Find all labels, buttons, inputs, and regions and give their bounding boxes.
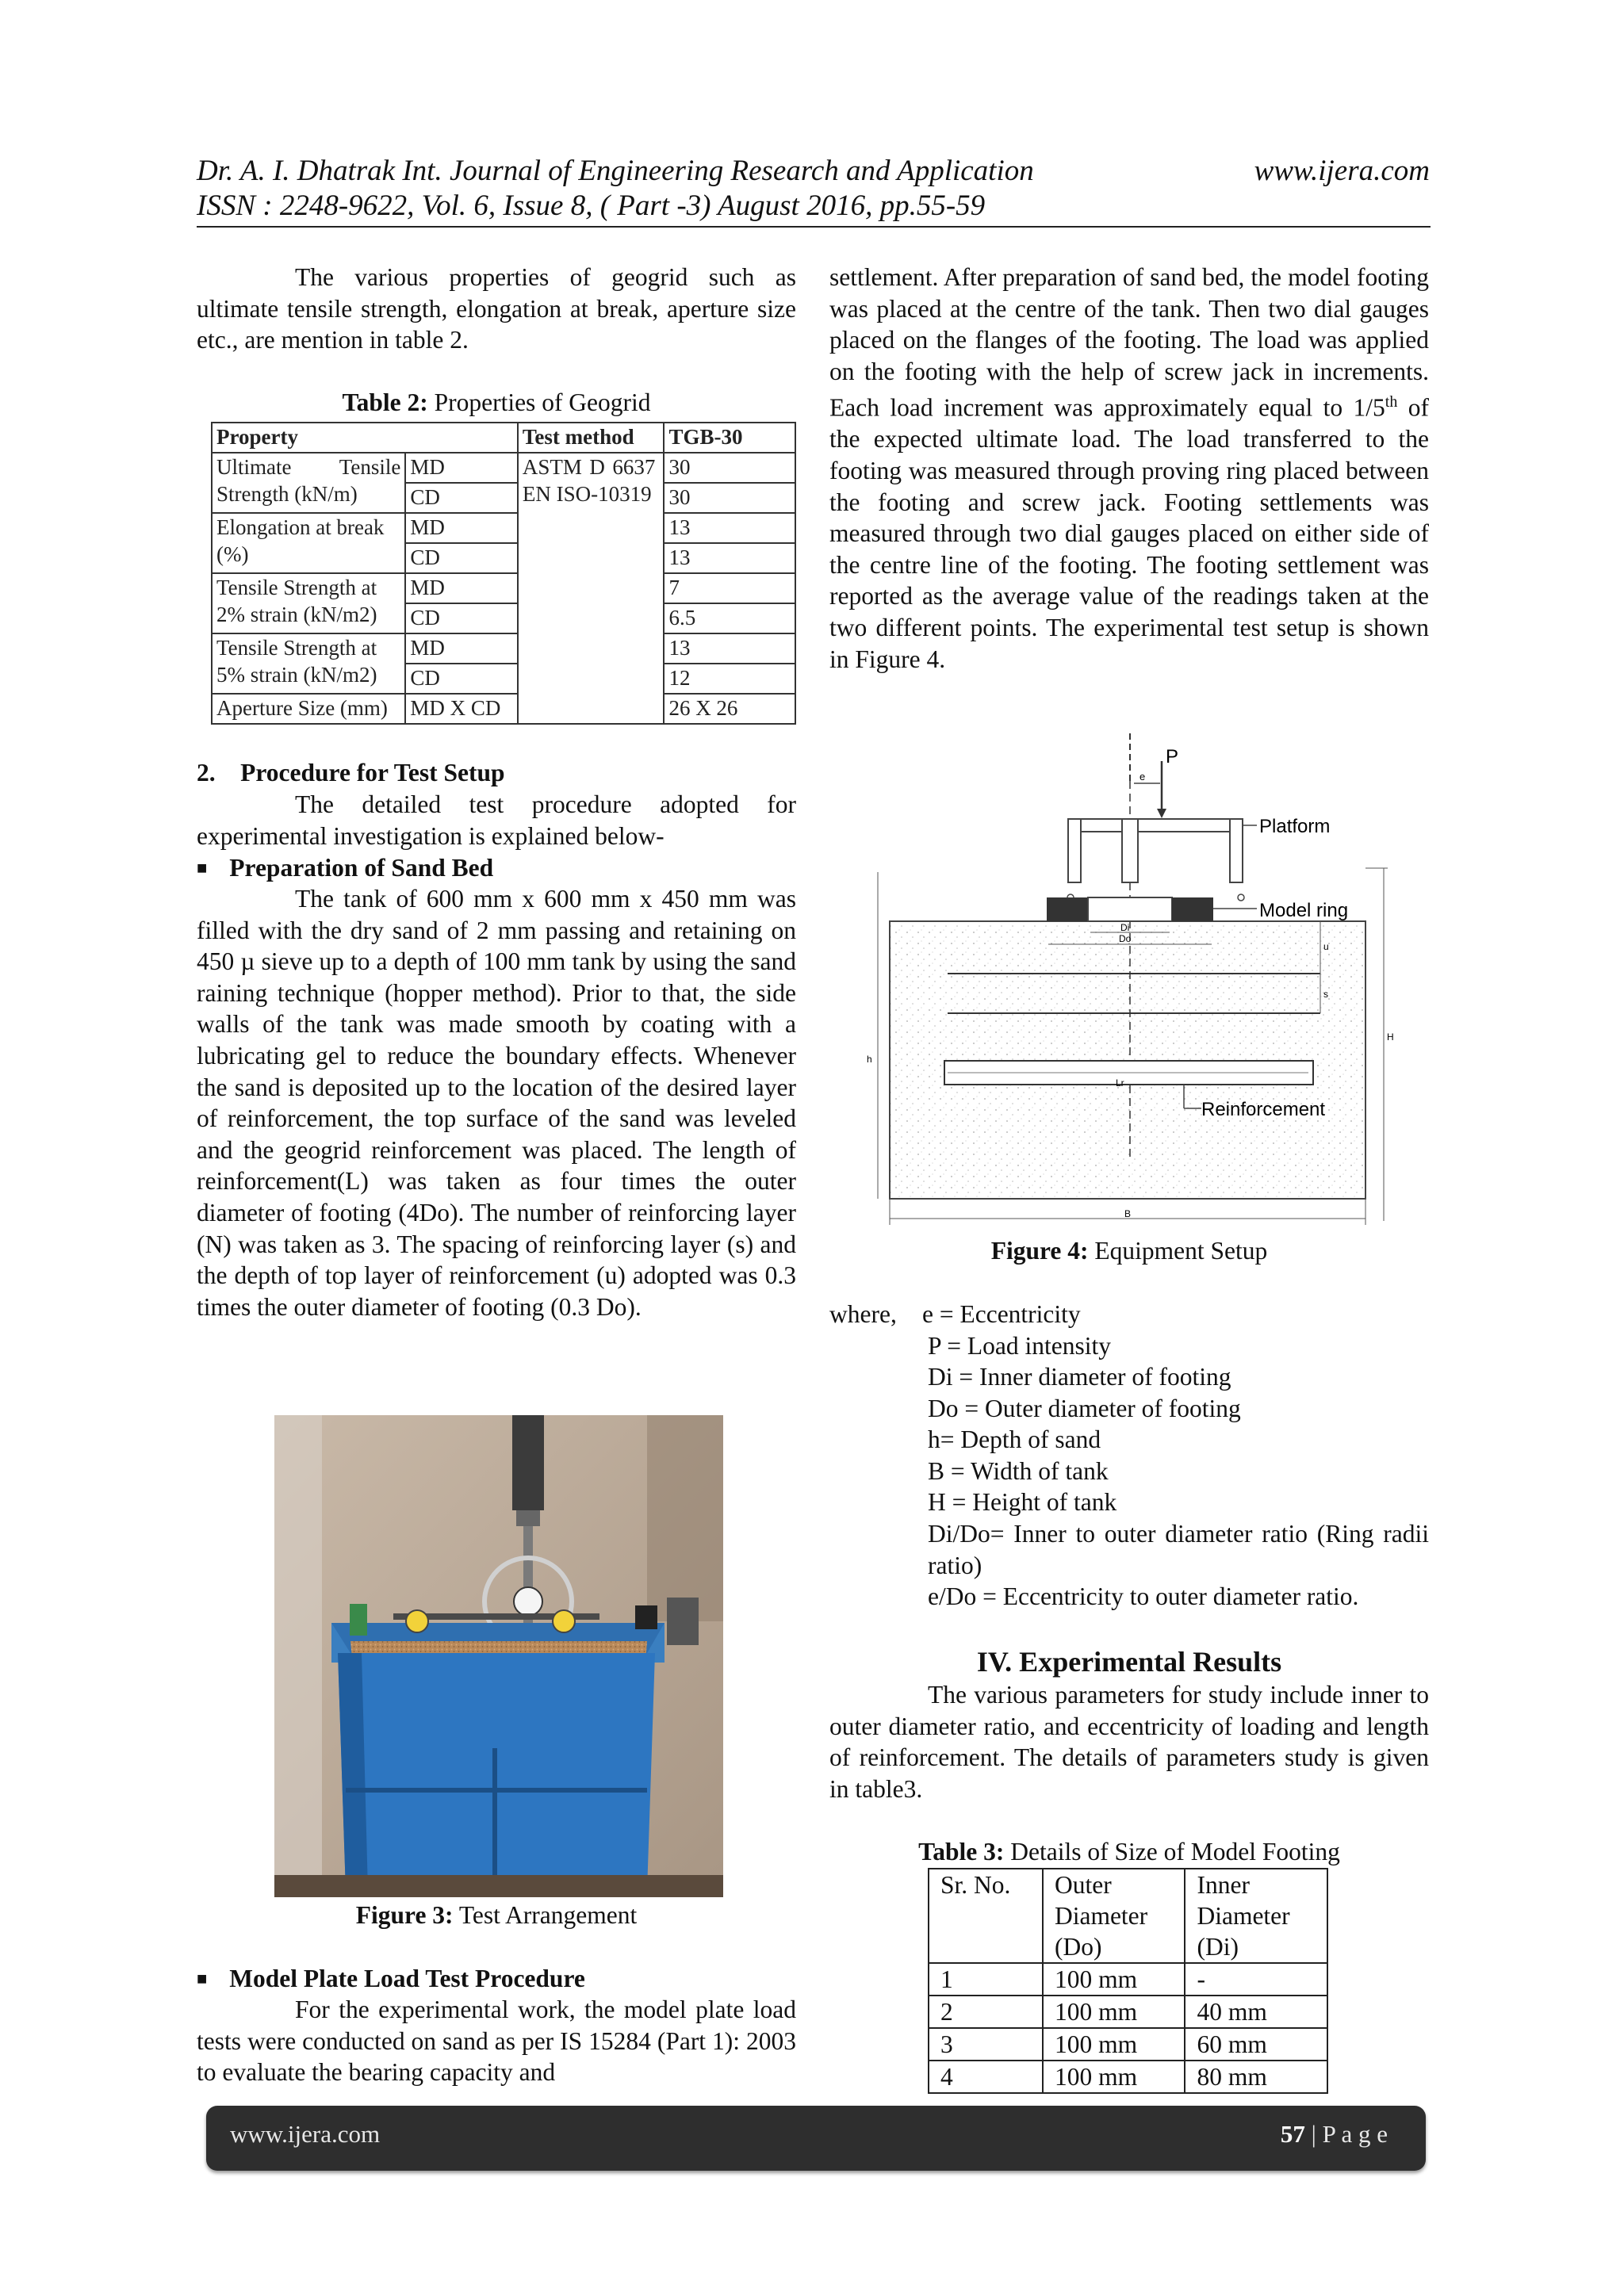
def-b: B = Width of tank bbox=[928, 1457, 1109, 1485]
diagram-label-h: h bbox=[867, 1054, 872, 1065]
test-arrangement-photo bbox=[274, 1415, 723, 1897]
table2-header-property: Property bbox=[212, 423, 518, 453]
table-row: Tensile Strength at 5% strain (kN/m2) MD 13 bbox=[212, 633, 795, 664]
def-di: Di = Inner diameter of footing bbox=[928, 1363, 1231, 1391]
test-arrangement-photo-svg bbox=[274, 1415, 723, 1897]
table3-header-row: Sr. No. Outer Diameter (Do) Inner Diameter (Di) bbox=[929, 1869, 1327, 1963]
table-row: Tensile Strength at 2% strain (kN/m2) MD 7 bbox=[212, 573, 795, 603]
plate-load-paragraph: For the experimental work, the model plate load tests were conducted on sand as per IS 15284 (Part 1): 2003 to evaluate the bearing capacity and bbox=[197, 1996, 796, 2087]
table2 bbox=[211, 422, 796, 725]
where-label: where, bbox=[829, 1300, 897, 1328]
def-ratio: Di/Do= Inner to outer diameter ratio (Ring radii ratio) bbox=[928, 1520, 1429, 1579]
diagram-label-e: e bbox=[1139, 771, 1146, 783]
figure3-caption: Figure 3: Test Arrangement bbox=[355, 1901, 638, 1929]
bullet-sand-bed: ■ Preparation of Sand Bed bbox=[197, 854, 494, 882]
diagram-label-lr: Lr bbox=[1116, 1077, 1124, 1089]
table2-caption: Table 2: Properties of Geogrid bbox=[342, 388, 651, 416]
table-row: 2 100 mm 40 mm bbox=[929, 1996, 1327, 2028]
equipment-setup-svg bbox=[860, 729, 1415, 1229]
table2-header-method: Test method bbox=[518, 423, 665, 453]
diagram-label-model-ring: Model ring bbox=[1259, 900, 1349, 921]
table-row: 4 100 mm 80 mm bbox=[929, 2061, 1327, 2093]
section2-heading: 2. Procedure for Test Setup bbox=[197, 759, 505, 786]
section4-paragraph: The various parameters for study include inner to outer diameter ratio, and eccentricity of loading and length of reinforcement. The details of parameters study is given in table3. bbox=[829, 1681, 1429, 1803]
def-ecc-ratio: e/Do = Eccentricity to outer diameter ratio. bbox=[928, 1582, 1359, 1610]
def-do: Do = Outer diameter of footing bbox=[928, 1395, 1241, 1422]
diagram-label-u: u bbox=[1323, 941, 1329, 952]
def-eccentricity: e = Eccentricity bbox=[922, 1300, 1081, 1328]
table2-header-row bbox=[212, 423, 795, 453]
intro-paragraph: The various properties of geogrid such as ultimate tensile strength, elongation at break, aperture size etc., are mention in table 2. bbox=[197, 263, 796, 354]
diagram-label-H: H bbox=[1387, 1031, 1394, 1043]
table2-test-method: ASTM D 6637 EN ISO-10319 bbox=[518, 453, 665, 724]
diagram-label-do: Do bbox=[1119, 933, 1132, 944]
bullet-square-icon: ■ bbox=[197, 1969, 208, 1988]
left-column bbox=[197, 262, 796, 356]
section4-heading: IV. Experimental Results bbox=[976, 1646, 1282, 1678]
table-row: CD 13 bbox=[212, 543, 795, 573]
figure4-caption: Figure 4: Equipment Setup bbox=[990, 1237, 1268, 1265]
diagram-label-reinforcement: Reinforcement bbox=[1201, 1099, 1326, 1120]
footer-page-number: 57 | P a g e bbox=[1280, 2120, 1388, 2148]
table-row: 1 100 mm - bbox=[929, 1963, 1327, 1996]
header-rule bbox=[197, 226, 1431, 228]
diagram-label-b: B bbox=[1124, 1208, 1132, 1219]
settlement-paragraph: settlement. After preparation of sand bed, the model footing was placed at the centre of the tank. Then two dial gauges placed on the flanges of the footing. The load was applied on the footing with the help of screw jack in increments. Each load increment was approximately equal to 1/5th of the expected ultimate load. The load transferred to the footing was measured through proving ring placed between the footing and screw jack. Footing settlements was measured through two dial gauges placed on either side of the centre line of the footing. The footing settlement was reported as the average value of the readings taken at the two different points. The experimental test setup is shown in Figure 4. bbox=[829, 263, 1429, 673]
table-row: CD 12 bbox=[212, 664, 795, 694]
bullet-model-plate: ■ Model Plate Load Test Procedure bbox=[197, 1965, 585, 1992]
sand-bed-paragraph: The tank of 600 mm x 600 mm x 450 mm was filled with the dry sand of 2 mm passing and retaining on 450 µ sieve up to a depth of 100 mm tank by using the sand raining technique (hopper method). Prior to that, the side walls of the tank was made smooth by coating with a lubricating gel to reduce the boundary effects. Whenever the sand is deposited up to the location of the desired layer of reinforcement, the top surface of the sand was leveled and the geogrid reinforcement was placed. The length of reinforcement(L) was taken as four times the outer diameter of footing (4Do). The number of reinforcing layer (N) was taken as 3. The spacing of reinforcing layer (s) and the depth of top layer of reinforcement (u) adopted was 0.3 times the outer diameter of footing (0.3 Do). bbox=[197, 885, 796, 1321]
bullet-square-icon: ■ bbox=[197, 858, 208, 878]
table-row: 3 100 mm 60 mm bbox=[929, 2028, 1327, 2061]
def-h: h= Depth of sand bbox=[928, 1425, 1101, 1453]
table-row: Ultimate Tensile Strength (kN/m) MD ASTM D 6637 EN ISO-10319 30 bbox=[212, 453, 795, 483]
table3-caption: Table 3: Details of Size of Model Footing bbox=[918, 1838, 1340, 1866]
def-load: P = Load intensity bbox=[928, 1332, 1111, 1360]
page-footer bbox=[206, 2106, 1426, 2171]
diagram-label-platform: Platform bbox=[1259, 816, 1331, 837]
table2-header-tgb: TGB-30 bbox=[664, 423, 795, 453]
table3 bbox=[928, 1868, 1328, 2094]
footer-url[interactable]: www.ijera.com bbox=[230, 2120, 381, 2148]
journal-issn: ISSN : 2248-9622, Vol. 6, Issue 8, ( Part -3) August 2016, pp.55-59 bbox=[197, 189, 986, 222]
section2-intro: The detailed test procedure adopted for experimental investigation is explained below- bbox=[197, 790, 796, 850]
table-row: Elongation at break (%) MD 13 bbox=[212, 513, 795, 543]
journal-url: www.ijera.com bbox=[1254, 155, 1430, 187]
table-row: Aperture Size (mm) MD X CD 26 X 26 bbox=[212, 694, 795, 724]
table-row: CD 30 bbox=[212, 483, 795, 513]
table-row: CD 6.5 bbox=[212, 603, 795, 633]
equipment-setup-diagram bbox=[860, 729, 1415, 1229]
diagram-label-di: Di bbox=[1120, 922, 1130, 933]
def-H: H = Height of tank bbox=[928, 1488, 1117, 1516]
journal-header-line1: Dr. A. I. Dhatrak Int. Journal of Engineering Research and Application bbox=[197, 155, 1034, 187]
diagram-label-s: s bbox=[1323, 989, 1328, 1000]
diagram-label-p: P bbox=[1166, 746, 1179, 767]
